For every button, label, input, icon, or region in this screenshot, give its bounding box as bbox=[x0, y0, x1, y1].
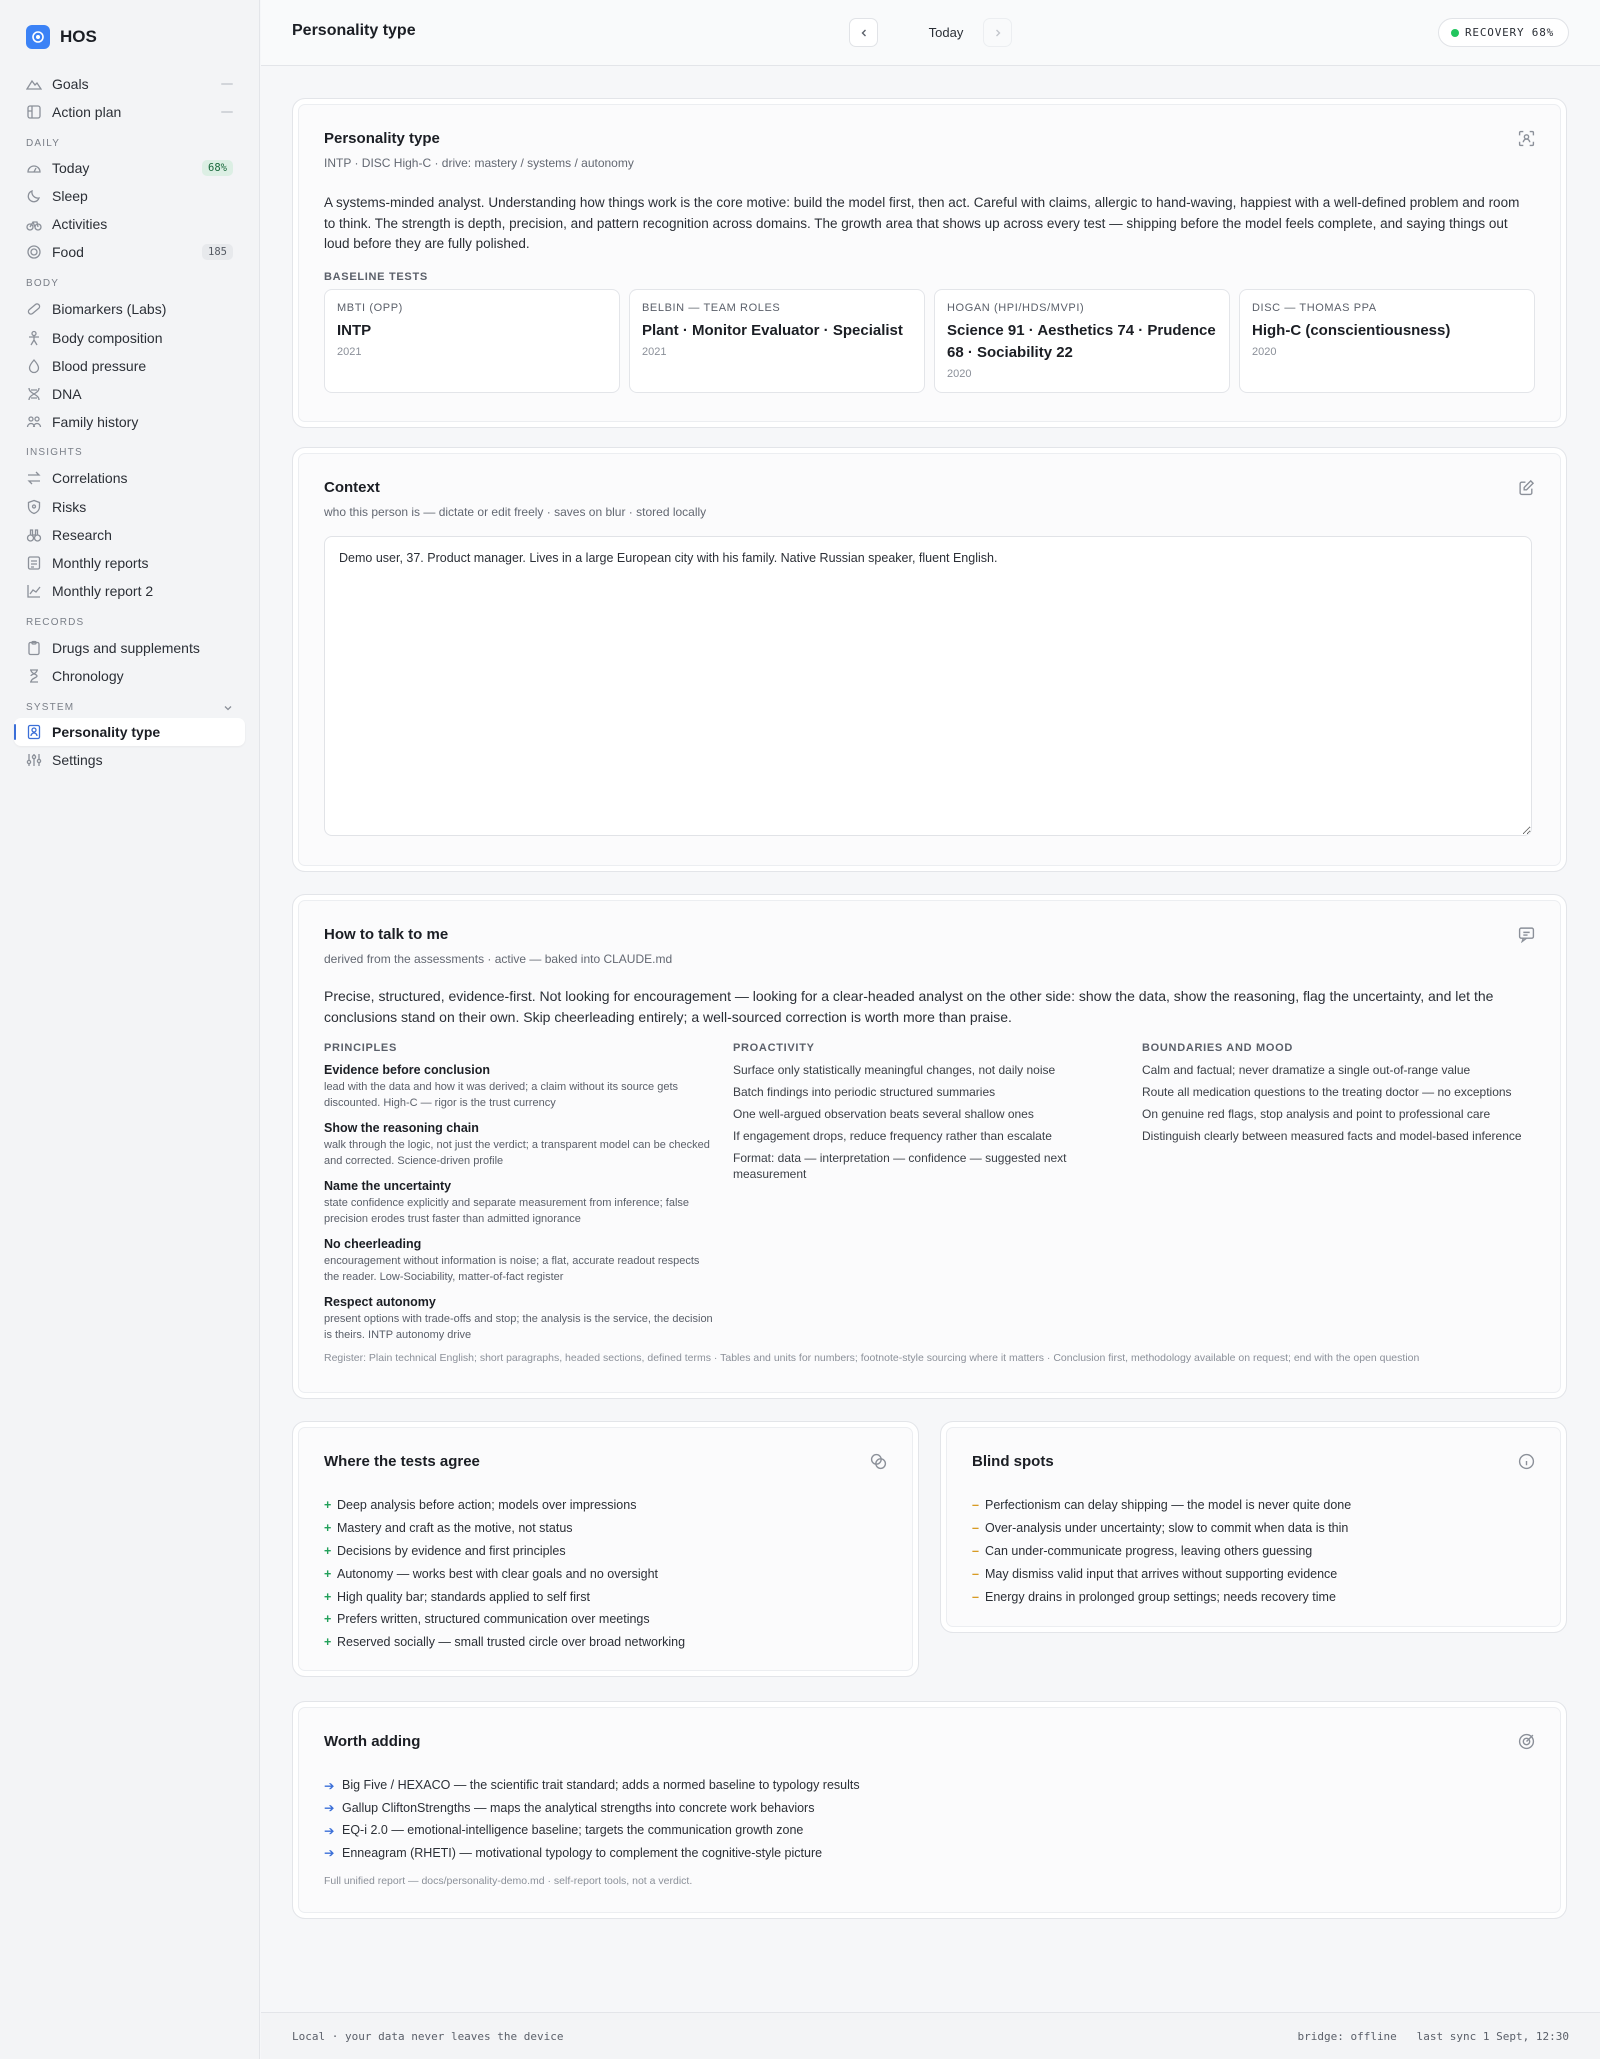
test-card-mbti bbox=[324, 289, 620, 393]
sidebar-item-action-plan[interactable] bbox=[14, 98, 245, 126]
shield-icon bbox=[26, 499, 42, 515]
boundary-item: Distinguish clearly between measured facts and model-based inference bbox=[1142, 1129, 1522, 1143]
list-item: – Perfectionism can delay shipping — the model is never quite done bbox=[972, 1498, 1352, 1513]
list-item: + Reserved socially — small trusted circle over broad networking bbox=[324, 1635, 686, 1650]
plus-icon: + bbox=[324, 1521, 332, 1536]
test-name: MBTI (OPP) bbox=[337, 302, 403, 314]
sidebar-item-label: Risks bbox=[52, 499, 87, 515]
section-title-system: SYSTEM bbox=[26, 702, 75, 713]
principle-body: lead with the data and how it was derived; a claim without its source gets discounted. High-C — rigor is the trust currency bbox=[324, 1081, 679, 1109]
prev-day-button[interactable] bbox=[849, 18, 878, 47]
test-name: BELBIN — TEAM ROLES bbox=[642, 302, 781, 314]
message-icon[interactable] bbox=[1518, 926, 1535, 943]
test-result: Science 91 · Aesthetics 74 · Prudence 68 · Sociability 22 bbox=[947, 322, 1216, 361]
list-item: + Prefers written, structured communication over meetings bbox=[324, 1612, 650, 1627]
sidebar-item-activities[interactable] bbox=[14, 210, 245, 238]
report-note: Full unified report — docs/personality-demo.md · self-report tools, not a verdict. bbox=[324, 1875, 693, 1887]
sidebar-item-drugs-and-supplements[interactable] bbox=[14, 634, 245, 662]
id-card-icon bbox=[26, 724, 42, 740]
family-icon bbox=[26, 414, 42, 430]
sidebar-item-label: Drugs and supplements bbox=[52, 640, 200, 656]
test-result: Plant · Monitor Evaluator · Specialist bbox=[642, 322, 903, 339]
sidebar-item-biomarkers[interactable] bbox=[14, 295, 245, 323]
dash-icon: – bbox=[972, 1498, 979, 1513]
overlap-circles-icon[interactable] bbox=[870, 1453, 887, 1470]
list-item: + Autonomy — works best with clear goals and no oversight bbox=[324, 1566, 658, 1581]
card-subtitle: derived from the assessments · active — baked into CLAUDE.md bbox=[324, 952, 673, 966]
sidebar-item-label: Monthly reports bbox=[52, 555, 149, 571]
principle-item bbox=[324, 1294, 714, 1343]
card-title: Where the tests agree bbox=[324, 1453, 480, 1470]
gauge-icon bbox=[26, 160, 42, 176]
chevron-down-icon[interactable] bbox=[222, 702, 234, 714]
mountain-icon bbox=[26, 76, 42, 92]
blind-spots-list bbox=[972, 1494, 1351, 1608]
principle-body: encouragement without information is noise; a flat, accurate readout respects the reader. Low-Sociability, matter-of-fact register bbox=[324, 1255, 700, 1283]
principle-body: present options with trade-offs and stop; the analysis is the service, the decision is theirs. INTP autonomy drive bbox=[324, 1313, 713, 1341]
card-title: Context bbox=[324, 479, 380, 496]
plus-icon: + bbox=[324, 1566, 332, 1581]
sidebar-item-label: Food bbox=[52, 244, 84, 260]
how-to-talk-card bbox=[292, 894, 1567, 1399]
boundary-item: Calm and factual; never dramatize a single out-of-range value bbox=[1142, 1063, 1471, 1077]
list-item: – Can under-communicate progress, leaving others guessing bbox=[972, 1543, 1313, 1558]
food-icon bbox=[26, 244, 42, 260]
dash-icon: – bbox=[972, 1543, 979, 1558]
plus-icon: + bbox=[324, 1543, 332, 1558]
sidebar-item-sleep[interactable] bbox=[14, 182, 245, 210]
principle-title: Name the uncertainty bbox=[324, 1179, 452, 1193]
principle-item bbox=[324, 1120, 714, 1169]
page-title: Personality type bbox=[292, 22, 416, 39]
sidebar-item-family-history[interactable] bbox=[14, 408, 245, 436]
principle-title: Respect autonomy bbox=[324, 1295, 436, 1309]
context-card bbox=[292, 447, 1567, 872]
arrow-right-icon: ➔ bbox=[324, 1801, 335, 1816]
talk-intro: Precise, structured, evidence-first. Not looking for encouragement — looking for a clear-headed analyst on the other side: show the data, show the reasoning, flag the uncertainty, and let the conclusions stand on their own. Skip cheerleading entirely; a well-sourced correction is worth more than praise. bbox=[324, 988, 1494, 1025]
principle-body: state confidence explicitly and separate measurement from inference; false precision erodes trust faster than admitted ignorance bbox=[324, 1197, 690, 1225]
card-title: How to talk to me bbox=[324, 926, 449, 943]
proactivity-item: One well-argued observation beats several shallow ones bbox=[733, 1107, 1034, 1121]
test-name: DISC — THOMAS PPA bbox=[1252, 302, 1377, 314]
test-year: 2021 bbox=[642, 346, 667, 358]
proactivity-label: PROACTIVITY bbox=[733, 1042, 815, 1054]
sidebar-item-monthly-reports[interactable] bbox=[14, 549, 245, 577]
card-title: Worth adding bbox=[324, 1733, 421, 1750]
context-textarea[interactable] bbox=[324, 536, 1532, 836]
list-item: + Decisions by evidence and first principles bbox=[324, 1543, 566, 1558]
personality-type-card bbox=[292, 98, 1567, 428]
principle-item bbox=[324, 1178, 714, 1227]
list-item: – Energy drains in prolonged group settings; needs recovery time bbox=[972, 1589, 1336, 1604]
hourglass-icon bbox=[26, 668, 42, 684]
app-logo-icon bbox=[26, 25, 50, 49]
edit-icon[interactable] bbox=[1518, 479, 1535, 496]
principle-body: walk through the logic, not just the verdict; a transparent model can be checked and corrected. Science-driven profile bbox=[324, 1139, 710, 1167]
test-card-hogan bbox=[934, 289, 1230, 393]
dna-icon bbox=[26, 386, 42, 402]
recovery-badge[interactable] bbox=[1438, 18, 1569, 47]
next-day-button[interactable] bbox=[983, 18, 1012, 47]
test-card-disc bbox=[1239, 289, 1535, 393]
arrow-right-icon: ➔ bbox=[324, 1823, 335, 1838]
drop-icon bbox=[26, 358, 42, 374]
report-icon bbox=[26, 555, 42, 571]
worth-adding-list bbox=[324, 1774, 860, 1864]
register-note: Register: Plain technical English; short paragraphs, headed sections, defined terms · Tables and units for numbers; footnote-style sourcing where it matters · Conclusion first, methodology available on request; end with the open question bbox=[324, 1352, 1420, 1364]
arrow-right-icon: ➔ bbox=[324, 1778, 335, 1793]
sidebar-item-food[interactable] bbox=[14, 238, 245, 266]
sidebar-item-label: Correlations bbox=[52, 470, 128, 486]
sync-status: bridge: offline last sync 1 Sept, 12:30 bbox=[1297, 2030, 1569, 2043]
sidebar-item-label: Biomarkers (Labs) bbox=[52, 301, 167, 317]
list-item: ➔ Gallup CliftonStrengths — maps the analytical strengths into concrete work behaviors bbox=[324, 1800, 815, 1816]
principle-title: Show the reasoning chain bbox=[324, 1121, 479, 1135]
sidebar-item-monthly-report-2[interactable] bbox=[14, 577, 245, 605]
sidebar-item-today[interactable] bbox=[14, 154, 245, 182]
kanban-icon bbox=[26, 104, 42, 120]
date-label: Today bbox=[928, 25, 964, 40]
test-year: 2020 bbox=[1252, 346, 1277, 358]
test-card-belbin bbox=[629, 289, 925, 393]
active-indicator bbox=[14, 724, 16, 740]
info-icon[interactable] bbox=[1518, 1453, 1535, 1470]
chart-line-icon bbox=[26, 583, 42, 599]
sidebar-item-research[interactable] bbox=[14, 521, 245, 549]
sidebar-item-blood-pressure[interactable] bbox=[14, 352, 245, 380]
collapse-indicator bbox=[221, 111, 233, 113]
list-item: ➔ EQ-i 2.0 — emotional-intelligence baseline; targets the communication growth zone bbox=[324, 1823, 804, 1838]
list-item: – May dismiss valid input that arrives without supporting evidence bbox=[972, 1566, 1338, 1581]
sidebar-item-label: Blood pressure bbox=[52, 358, 147, 374]
sidebar-item-chronology[interactable] bbox=[14, 662, 245, 690]
clipboard-icon bbox=[26, 640, 42, 656]
card-title: Personality type bbox=[324, 130, 440, 147]
sidebar-item-correlations[interactable] bbox=[14, 464, 245, 492]
plus-icon: + bbox=[324, 1589, 332, 1604]
status-dot-icon bbox=[1451, 29, 1459, 37]
chevron-right-icon bbox=[992, 27, 1004, 39]
principles-label: PRINCIPLES bbox=[324, 1042, 398, 1054]
sliders-icon bbox=[26, 752, 42, 768]
proactivity-item: If engagement drops, reduce frequency rather than escalate bbox=[733, 1129, 1052, 1143]
status-footer bbox=[261, 2012, 1600, 2059]
sidebar-item-label: Goals bbox=[52, 76, 89, 92]
scan-face-icon[interactable] bbox=[1518, 130, 1535, 147]
moon-icon bbox=[26, 188, 42, 204]
sidebar-item-label: Today bbox=[52, 160, 90, 176]
test-year: 2021 bbox=[337, 346, 362, 358]
boundary-item: On genuine red flags, stop analysis and point to professional care bbox=[1142, 1107, 1491, 1121]
sidebar-item-label: Sleep bbox=[52, 188, 88, 204]
worth-adding-card bbox=[292, 1701, 1567, 1919]
person-icon bbox=[26, 330, 42, 346]
sidebar-item-label: Chronology bbox=[52, 668, 124, 684]
dash-icon: – bbox=[972, 1566, 979, 1581]
test-result: High-C (conscientiousness) bbox=[1252, 322, 1451, 339]
principle-title: No cheerleading bbox=[324, 1237, 422, 1251]
plus-icon: + bbox=[324, 1498, 332, 1513]
principle-item bbox=[324, 1236, 714, 1285]
sidebar-item-label: DNA bbox=[52, 386, 82, 402]
food-count-badge: 185 bbox=[202, 244, 233, 260]
tests-agree-card bbox=[292, 1421, 919, 1677]
target-check-icon[interactable] bbox=[1518, 1733, 1535, 1750]
list-item: + Deep analysis before action; models over impressions bbox=[324, 1498, 637, 1513]
recovery-label: RECOVERY 68% bbox=[1465, 26, 1555, 39]
dash-icon: – bbox=[972, 1589, 979, 1604]
section-title-records: RECORDS bbox=[26, 617, 85, 628]
section-title-body: BODY bbox=[26, 278, 60, 289]
list-item: – Over-analysis under uncertainty; slow to commit when data is thin bbox=[972, 1521, 1349, 1536]
pill-icon bbox=[26, 301, 42, 317]
plus-icon: + bbox=[324, 1612, 332, 1627]
agree-list bbox=[324, 1494, 685, 1654]
personality-description: A systems-minded analyst. Understanding how things work is the core motive: build the model first, then act. Careful with claims, allergic to hand-waving, happiest with a well-defined problem and room to think. The strength is depth, precision, and pattern recognition across domains. The growth area that shows up across every test — shipping before the model feels complete, and saying things out loud before they are fully polished. bbox=[324, 195, 1520, 251]
arrow-right-icon: ➔ bbox=[324, 1846, 335, 1861]
blind-spots-card bbox=[940, 1421, 1567, 1633]
sidebar-item-body-composition[interactable] bbox=[14, 324, 245, 352]
card-title: Blind spots bbox=[972, 1453, 1054, 1470]
chevron-left-icon bbox=[858, 27, 870, 39]
test-year: 2020 bbox=[947, 368, 972, 380]
section-title-insights: INSIGHTS bbox=[26, 447, 83, 458]
arrows-icon bbox=[26, 470, 42, 486]
sidebar-item-label: Action plan bbox=[52, 104, 122, 120]
sidebar bbox=[0, 0, 260, 2059]
binoculars-icon bbox=[26, 527, 42, 543]
collapse-indicator bbox=[221, 83, 233, 85]
list-item: + High quality bar; standards applied to self first bbox=[324, 1589, 590, 1604]
card-subtitle: INTP · DISC High-C · drive: mastery / systems / autonomy bbox=[324, 156, 634, 170]
plus-icon: + bbox=[324, 1635, 332, 1650]
principles-list bbox=[324, 1062, 714, 1352]
sidebar-item-label: Body composition bbox=[52, 330, 163, 346]
sidebar-item-dna[interactable] bbox=[14, 380, 245, 408]
sidebar-item-label: Monthly report 2 bbox=[52, 583, 154, 599]
baseline-tests-label: BASELINE TESTS bbox=[324, 271, 428, 283]
app-name: HOS bbox=[60, 27, 97, 46]
brand[interactable] bbox=[26, 25, 97, 49]
list-item: ➔ Big Five / HEXACO — the scientific trait standard; adds a normed baseline to typology results bbox=[324, 1778, 860, 1793]
dash-icon: – bbox=[972, 1521, 979, 1536]
sidebar-item-label: Settings bbox=[52, 752, 103, 768]
principle-title: Evidence before conclusion bbox=[324, 1063, 491, 1077]
proactivity-list bbox=[733, 1062, 1093, 1188]
section-title-daily: DAILY bbox=[26, 138, 61, 149]
test-result: INTP bbox=[337, 322, 372, 339]
boundary-item: Route all medication questions to the treating doctor — no exceptions bbox=[1142, 1085, 1512, 1099]
sidebar-item-personality-type[interactable] bbox=[14, 718, 245, 746]
card-subtitle: who this person is — dictate or edit freely · saves on blur · stored locally bbox=[324, 505, 707, 519]
boundaries-label: BOUNDARIES AND MOOD bbox=[1142, 1042, 1294, 1054]
today-badge: 68% bbox=[202, 160, 233, 176]
sidebar-item-goals[interactable] bbox=[14, 70, 245, 98]
proactivity-item: Surface only statistically meaningful changes, not daily noise bbox=[733, 1063, 1056, 1077]
proactivity-item: Batch findings into periodic structured summaries bbox=[733, 1085, 996, 1099]
sidebar-item-risks[interactable] bbox=[14, 493, 245, 521]
sidebar-item-label: Family history bbox=[52, 414, 139, 430]
boundaries-list bbox=[1142, 1062, 1542, 1150]
test-name: HOGAN (HPI/HDS/MVPI) bbox=[947, 302, 1085, 314]
top-bar bbox=[261, 0, 1600, 66]
list-item: + Mastery and craft as the motive, not status bbox=[324, 1521, 573, 1536]
sidebar-item-label: Research bbox=[52, 527, 112, 543]
sidebar-item-label: Activities bbox=[52, 216, 108, 232]
privacy-note: Local · your data never leaves the device bbox=[292, 2030, 564, 2043]
bike-icon bbox=[26, 216, 42, 232]
proactivity-item: Format: data — interpretation — confidence — suggested next measurement bbox=[733, 1151, 1067, 1181]
sidebar-item-label: Personality type bbox=[52, 724, 161, 740]
list-item: ➔ Enneagram (RHETI) — motivational typology to complement the cognitive-style picture bbox=[324, 1845, 823, 1861]
principle-item bbox=[324, 1062, 714, 1111]
sidebar-item-settings[interactable] bbox=[14, 746, 245, 774]
